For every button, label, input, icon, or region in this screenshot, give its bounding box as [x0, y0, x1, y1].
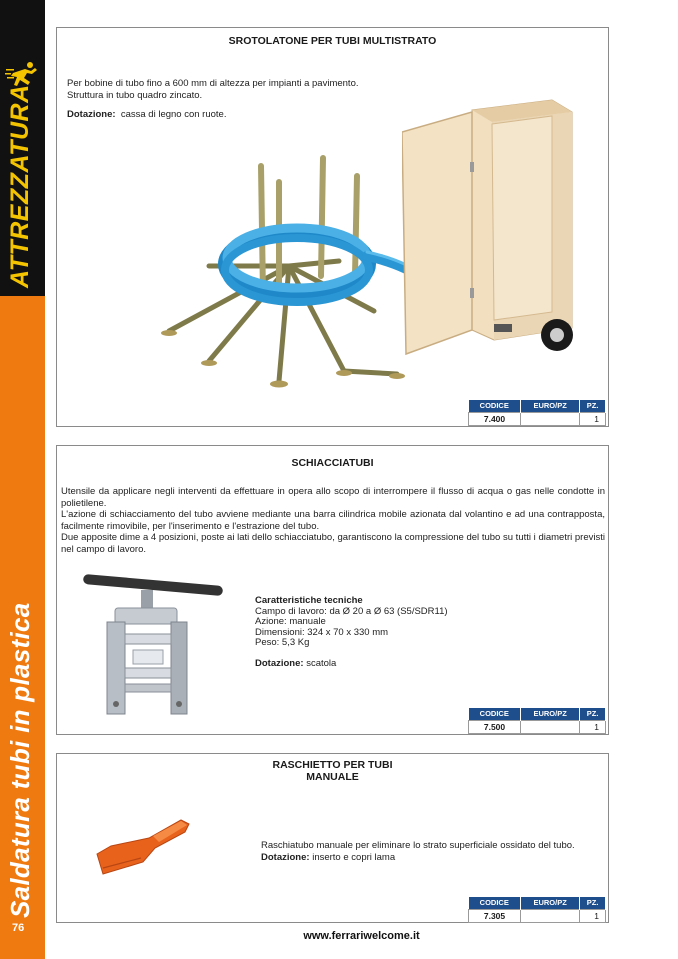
spec-item: Dimensioni: 324 x 70 x 330 mm — [255, 626, 389, 638]
description-line: Due apposite dime a 4 posizioni, poste ai lati dello schiacciatubo, garantiscono la compressione del tubo su tutti i diametri previsti nel campo di lavoro. — [61, 532, 605, 555]
dotazione-label: Dotazione: — [261, 851, 310, 863]
cell-code: 7.305 — [469, 909, 521, 922]
description-line: Utensile da applicare negli interventi da effettuare in opera allo scopo di interrompere il flusso di acqua o gas nelle condotte in polietilene. — [61, 486, 605, 509]
product-card-srotolatone — [56, 27, 609, 427]
dotazione-label: Dotazione: — [255, 657, 304, 669]
product-title: SROTOLATONE PER TUBI MULTISTRATO — [228, 35, 437, 47]
description-line: Struttura in tubo quadro zincato. — [67, 89, 203, 101]
dotazione-line — [261, 852, 606, 864]
cell-code: 7.500 — [469, 720, 521, 733]
header-pz: PZ. — [580, 708, 606, 720]
cell-price — [521, 909, 580, 922]
product-code-table — [468, 708, 606, 734]
spec-item: Peso: 5,3 Kg — [255, 637, 310, 648]
product-description — [261, 840, 606, 863]
pipe-scraper-image — [93, 816, 193, 878]
description-line: L'azione di schiacciamento del tubo avviene mediante una barra cilindrica mobile azionata dal volantino e ad una contrapposta, facilmente rimovibile, per l'inserimento e l'estrazione del tubo. — [61, 509, 605, 532]
pipe-squeezer-image — [79, 572, 229, 722]
section-label: Saldatura tubi in plastica — [5, 602, 35, 918]
page-number: 76 — [12, 922, 25, 934]
cell-price — [521, 412, 580, 425]
spec-item: Campo di lavoro: da Ø 20 a Ø 63 (S5/SDR11) — [255, 605, 448, 617]
wooden-case-image — [402, 92, 582, 368]
dotazione-value: cassa di legno con ruote. — [120, 109, 227, 120]
dotazione-value: inserto e copri lama — [312, 851, 396, 863]
cell-pz: 1 — [580, 720, 606, 733]
cell-code: 7.400 — [469, 412, 521, 425]
cell-price — [521, 720, 580, 733]
header-pz: PZ. — [580, 897, 606, 909]
dotazione-line — [67, 109, 397, 121]
category-label: ATTREZZATURA — [6, 84, 34, 288]
cell-pz: 1 — [580, 909, 606, 922]
dotazione-line — [255, 659, 555, 670]
description-line: Per bobine di tubo fino a 600 mm di altezza per impianti a pavimento. — [67, 78, 359, 89]
product-card-schiacciatubi — [56, 445, 609, 735]
description-line: Raschiatubo manuale per eliminare lo strato superficiale ossidato del tubo. — [261, 840, 575, 851]
cell-pz: 1 — [580, 412, 606, 425]
title-line: MANUALE — [306, 771, 359, 783]
dotazione-value: scatola — [306, 657, 337, 669]
footer-website-link[interactable]: www.ferrariwelcome.it — [303, 930, 420, 942]
product-code-table — [468, 897, 606, 923]
header-codice: CODICE — [469, 897, 521, 909]
header-codice: CODICE — [469, 400, 521, 412]
dotazione-label: Dotazione: — [67, 109, 116, 120]
header-euro-pz: EURO/PZ — [521, 708, 580, 720]
header-codice: CODICE — [469, 708, 521, 720]
product-title: SCHIACCIATUBI — [291, 457, 374, 469]
product-description — [67, 78, 397, 121]
title-line: RASCHIETTO PER TUBI — [272, 759, 393, 771]
technical-specs — [255, 596, 555, 669]
product-description — [61, 486, 605, 555]
header-euro-pz: EURO/PZ — [521, 897, 580, 909]
spec-item: Azione: manuale — [255, 616, 326, 627]
specs-title: Caratteristiche tecniche — [255, 595, 363, 606]
header-pz: PZ. — [580, 400, 606, 412]
product-card-raschietto — [56, 753, 609, 923]
product-code-table — [468, 400, 606, 426]
header-euro-pz: EURO/PZ — [521, 400, 580, 412]
product-title — [57, 759, 608, 783]
